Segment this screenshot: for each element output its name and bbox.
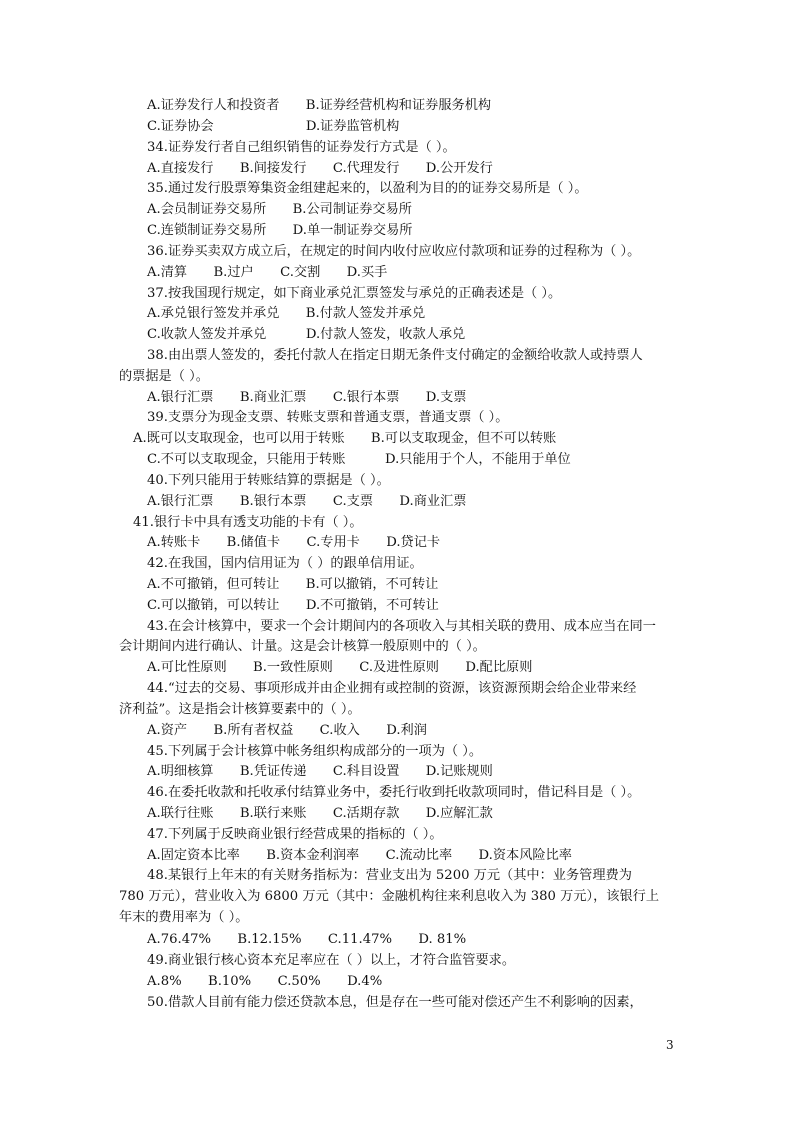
question-44: 济利益”。这是指会计核算要素中的（ ）。	[119, 702, 361, 717]
options-44: A.资产 B.所有者权益 C.收入 D.利润	[147, 723, 427, 738]
question-35: 35.通过发行股票筹集资金组建起来的，以盈利为目的的证券交易所是（ ）。	[147, 181, 588, 196]
question-43: 会计期间内进行确认、计量。这是会计核算一般原则中的（ ）。	[119, 639, 486, 654]
options-34: A.直接发行 B.间接发行 C.代理发行 D.公开发行	[147, 161, 493, 176]
options-48: A.76.47% B.12.15% C.11.47% D. 81%	[147, 932, 467, 947]
question-38: 38.由出票人签发的，委托付款人在指定日期无条件支付确定的金额给收款人或持票人	[147, 348, 643, 363]
question-42: 42.在我国，国内信用证为（ ）的跟单信用证。	[147, 556, 423, 571]
question-36: 36.证券买卖双方成立后，在规定的时间内收付应收应付款项和证券的过程称为（ ）。	[147, 244, 641, 259]
options-37: A.承兑银行签发并承兑 B.付款人签发并承兑	[147, 306, 426, 321]
question-50: 50.借款人目前有能力偿还贷款本息，但是存在一些可能对偿还产生不利影响的因素，	[147, 995, 643, 1010]
options-36: A.清算 B.过户 C.交割 D.买手	[147, 265, 388, 280]
question-48: 780 万元），营业收入为 6800 万元（其中：金融机构往来利息收入为 380 万元），该银行上	[119, 889, 660, 904]
question-41: 41.银行卡中具有透支功能的卡有（ ）。	[133, 515, 363, 530]
question-44: 44.“过去的交易、事项形成并由企业拥有或控制的资源，该资源预期会给企业带来经	[147, 681, 637, 696]
options-40: A.银行汇票 B.银行本票 C.支票 D.商业汇票	[147, 494, 467, 509]
options-41: A.转账卡 B.储值卡 C.专用卡 D.贷记卡	[147, 535, 441, 550]
text-line: A.证券发行人和投资者 B.证券经营机构和证券服务机构	[147, 98, 492, 113]
question-40: 40.下列只能用于转账结算的票据是（ ）。	[147, 473, 390, 488]
question-48: 年末的费用率为（ ）。	[119, 910, 249, 925]
question-38: 的票据是（ ）。	[119, 369, 209, 384]
options-35: C.连锁制证券交易所 D.单一制证券交易所	[147, 223, 413, 238]
options-43: A.可比性原则 B.一致性原则 C.及进性原则 D.配比原则	[147, 660, 533, 675]
question-48: 48.某银行上年末的有关财务指标为：营业支出为 5200 万元（其中：业务管理费为	[147, 868, 632, 883]
options-47: A.固定资本比率 B.资本金利润率 C.流动比率 D.资本风险比率	[147, 848, 572, 863]
options-45: A.明细核算 B.凭证传递 C.科目设置 D.记账规则	[147, 764, 493, 779]
text-line: C.证券协会 D.证券监管机构	[147, 119, 400, 134]
question-39: 39.支票分为现金支票、转账支票和普通支票，普通支票（ ）。	[147, 410, 509, 425]
options-49: A.8% B.10% C.50% D.4%	[147, 974, 383, 989]
question-45: 45.下列属于会计核算中帐务组织构成部分的一项为（ ）。	[147, 744, 483, 759]
options-42: C.可以撤销，可以转让 D.不可撤销，不可转让	[147, 598, 439, 613]
question-47: 47.下列属于反映商业银行经营成果的指标的（ ）。	[147, 827, 443, 842]
question-46: 46.在委托收款和托收承付结算业务中，委托行收到托收款项同时，借记科目是（ ）。	[147, 785, 641, 800]
question-49: 49.商业银行核心资本充足率应在（ ）以上，才符合监管要求。	[147, 953, 516, 968]
options-38: A.银行汇票 B.商业汇票 C.银行本票 D.支票	[147, 390, 467, 405]
question-43: 43.在会计核算中，要求一个会计期间内的各项收入与其相关联的费用、成本应当在同一	[147, 619, 656, 634]
options-46: A.联行往账 B.联行来账 C.活期存款 D.应解汇款	[147, 806, 493, 821]
options-42: A.不可撤销，但可转让 B.可以撤销，不可转让	[147, 577, 439, 592]
question-34: 34.证券发行者自己组织销售的证券发行方式是（ ）。	[147, 140, 456, 155]
question-37: 37.按我国现行规定，如下商业承兑汇票签发与承兑的正确表述是（ ）。	[147, 286, 562, 301]
page-number: 3	[666, 1038, 674, 1052]
options-39: A.既可以支取现金，也可以用于转账 B.可以支取现金，但不可以转账	[133, 431, 557, 446]
options-35: A.会员制证券交易所 B.公司制证券交易所	[147, 202, 412, 217]
options-37: C.收款人签发并承兑 D.付款人签发，收款人承兑	[147, 327, 466, 342]
options-39: C.不可以支取现金，只能用于转账 D.只能用于个人，不能用于单位	[147, 452, 571, 467]
